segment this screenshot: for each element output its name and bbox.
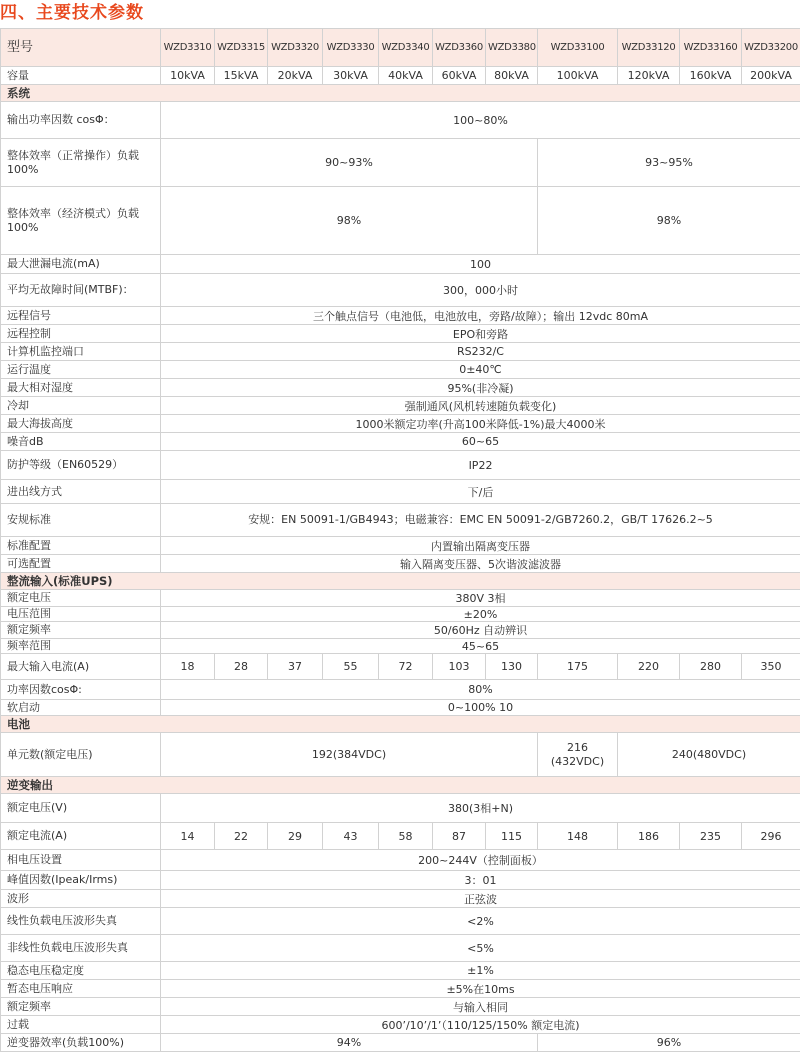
row-value: 0±40℃ bbox=[161, 361, 800, 379]
section-title: 逆变输出 bbox=[1, 777, 800, 794]
row-value: 下/后 bbox=[161, 480, 800, 504]
row-label: 安规标准 bbox=[1, 504, 161, 537]
spec-row bbox=[1, 823, 800, 850]
capacity-row bbox=[1, 67, 800, 85]
row-value: 216 (432VDC) bbox=[538, 733, 618, 777]
current-cell: 14 bbox=[161, 823, 215, 850]
row-label: 进出线方式 bbox=[1, 480, 161, 504]
spec-row bbox=[1, 379, 800, 397]
spec-row bbox=[1, 361, 800, 379]
row-label: 额定频率 bbox=[1, 622, 161, 639]
spec-row bbox=[1, 654, 800, 680]
spec-row bbox=[1, 733, 800, 777]
row-label: 运行温度 bbox=[1, 361, 161, 379]
model-cell: WZD3340 bbox=[379, 29, 433, 67]
section-system bbox=[1, 85, 800, 102]
model-cell: WZD3310 bbox=[161, 29, 215, 67]
row-label: 额定电流(A) bbox=[1, 823, 161, 850]
current-cell: 43 bbox=[323, 823, 379, 850]
row-label: 线性负载电压波形失真 bbox=[1, 908, 161, 935]
current-cell: 148 bbox=[538, 823, 618, 850]
spec-row bbox=[1, 415, 800, 433]
current-cell: 28 bbox=[215, 654, 268, 680]
row-value: 0~100% 10 bbox=[161, 700, 800, 716]
row-label: 波形 bbox=[1, 890, 161, 908]
capacity-cell: 30kVA bbox=[323, 67, 379, 85]
spec-row bbox=[1, 980, 800, 998]
model-cell: WZD3315 bbox=[215, 29, 268, 67]
row-value: 100~80% bbox=[161, 102, 800, 139]
row-value: 200~244V（控制面板） bbox=[161, 850, 800, 871]
row-value: 1000米额定功率(升高100米降低-1%)最大4000米 bbox=[161, 415, 800, 433]
row-label: 电压范围 bbox=[1, 607, 161, 622]
spec-row bbox=[1, 680, 800, 700]
current-cell: 87 bbox=[433, 823, 486, 850]
capacity-cell: 160kVA bbox=[680, 67, 742, 85]
row-label: 稳态电压稳定度 bbox=[1, 962, 161, 980]
current-cell: 220 bbox=[618, 654, 680, 680]
spec-row bbox=[1, 451, 800, 480]
capacity-cell: 10kVA bbox=[161, 67, 215, 85]
row-label: 平均无故障时间(MTBF)： bbox=[1, 274, 161, 307]
model-row bbox=[1, 29, 800, 67]
section-title: 电池 bbox=[1, 716, 800, 733]
spec-table bbox=[0, 28, 800, 1052]
spec-row bbox=[1, 325, 800, 343]
row-value: 与输入相同 bbox=[161, 998, 800, 1016]
row-label: 过载 bbox=[1, 1016, 161, 1034]
row-value: 三个触点信号（电池低，电池放电，旁路/故障）；输出 12vdc 80mA bbox=[161, 307, 800, 325]
row-value: <5% bbox=[161, 935, 800, 962]
model-label: 型号 bbox=[1, 29, 161, 67]
section-title: 整流输入(标准UPS) bbox=[1, 573, 800, 590]
model-cell: WZD33100 bbox=[538, 29, 618, 67]
spec-row bbox=[1, 343, 800, 361]
model-cell: WZD3330 bbox=[323, 29, 379, 67]
model-cell: WZD3380 bbox=[486, 29, 538, 67]
capacity-label: 容量 bbox=[1, 67, 161, 85]
row-value: ±20% bbox=[161, 607, 800, 622]
row-value: 600’/10’/1’（110/125/150% 额定电流) bbox=[161, 1016, 800, 1034]
spec-row bbox=[1, 998, 800, 1016]
spec-row bbox=[1, 433, 800, 451]
spec-row bbox=[1, 935, 800, 962]
row-label: 额定电压 bbox=[1, 590, 161, 607]
current-cell: 58 bbox=[379, 823, 433, 850]
row-value: EPO和旁路 bbox=[161, 325, 800, 343]
row-value: 安规：EN 50091-1/GB4943；电磁兼容：EMC EN 50091-2/GB7260.2，GB/T 17626.2~5 bbox=[161, 504, 800, 537]
spec-row bbox=[1, 890, 800, 908]
current-cell: 72 bbox=[379, 654, 433, 680]
spec-row bbox=[1, 274, 800, 307]
row-value: 98% bbox=[161, 187, 538, 255]
spec-row bbox=[1, 871, 800, 890]
row-label: 峰值因数(Ipeak/Irms) bbox=[1, 871, 161, 890]
spec-row bbox=[1, 307, 800, 325]
row-label: 整体效率（正常操作）负载100% bbox=[1, 139, 161, 187]
row-label: 最大相对湿度 bbox=[1, 379, 161, 397]
row-label: 标准配置 bbox=[1, 537, 161, 555]
current-cell: 37 bbox=[268, 654, 323, 680]
capacity-cell: 100kVA bbox=[538, 67, 618, 85]
row-label: 软启动 bbox=[1, 700, 161, 716]
row-label: 远程信号 bbox=[1, 307, 161, 325]
current-cell: 130 bbox=[486, 654, 538, 680]
spec-row bbox=[1, 622, 800, 639]
row-label: 最大泄漏电流(mA) bbox=[1, 255, 161, 274]
current-cell: 350 bbox=[742, 654, 800, 680]
row-value: <2% bbox=[161, 908, 800, 935]
row-value: 45~65 bbox=[161, 639, 800, 654]
row-label: 可选配置 bbox=[1, 555, 161, 573]
model-cell: WZD33120 bbox=[618, 29, 680, 67]
row-value: 380V 3相 bbox=[161, 590, 800, 607]
current-cell: 103 bbox=[433, 654, 486, 680]
row-value: 60~65 bbox=[161, 433, 800, 451]
row-value: 240(480VDC) bbox=[618, 733, 800, 777]
spec-row bbox=[1, 397, 800, 415]
current-cell: 186 bbox=[618, 823, 680, 850]
row-value: 90~93% bbox=[161, 139, 538, 187]
section-title: 系统 bbox=[1, 85, 800, 102]
model-cell: WZD3360 bbox=[433, 29, 486, 67]
row-label: 冷却 bbox=[1, 397, 161, 415]
section-battery bbox=[1, 716, 800, 733]
current-cell: 55 bbox=[323, 654, 379, 680]
current-cell: 29 bbox=[268, 823, 323, 850]
current-cell: 115 bbox=[486, 823, 538, 850]
row-label: 暂态电压响应 bbox=[1, 980, 161, 998]
row-label: 额定频率 bbox=[1, 998, 161, 1016]
section-rectifier bbox=[1, 573, 800, 590]
row-value: 3：01 bbox=[161, 871, 800, 890]
row-value: 94% bbox=[161, 1034, 538, 1052]
row-label: 非线性负载电压波形失真 bbox=[1, 935, 161, 962]
row-value: RS232/C bbox=[161, 343, 800, 361]
row-value: 正弦波 bbox=[161, 890, 800, 908]
section-inverter bbox=[1, 777, 800, 794]
row-label: 最大输入电流(A) bbox=[1, 654, 161, 680]
row-label: 相电压设置 bbox=[1, 850, 161, 871]
capacity-cell: 120kVA bbox=[618, 67, 680, 85]
row-label: 频率范围 bbox=[1, 639, 161, 654]
spec-row bbox=[1, 1016, 800, 1034]
current-cell: 175 bbox=[538, 654, 618, 680]
row-label: 输出功率因数 cosΦ： bbox=[1, 102, 161, 139]
row-label: 功率因数cosΦ: bbox=[1, 680, 161, 700]
current-cell: 235 bbox=[680, 823, 742, 850]
spec-row bbox=[1, 480, 800, 504]
capacity-cell: 15kVA bbox=[215, 67, 268, 85]
spec-row bbox=[1, 1034, 800, 1052]
row-value: 强制通风(风机转速随负载变化) bbox=[161, 397, 800, 415]
row-label: 防护等级（EN60529） bbox=[1, 451, 161, 480]
row-value: 80% bbox=[161, 680, 800, 700]
spec-row bbox=[1, 139, 800, 187]
model-cell: WZD33200 bbox=[742, 29, 800, 67]
row-label: 整体效率（经济模式）负载100% bbox=[1, 187, 161, 255]
capacity-cell: 40kVA bbox=[379, 67, 433, 85]
page-title: 四、主要技术参数 bbox=[0, 3, 144, 23]
spec-row bbox=[1, 908, 800, 935]
row-value: 380(3相+N) bbox=[161, 794, 800, 823]
row-value: 输入隔离变压器、5次谐波滤波器 bbox=[161, 555, 800, 573]
row-label: 噪音dB bbox=[1, 433, 161, 451]
row-value: 192(384VDC) bbox=[161, 733, 538, 777]
spec-row bbox=[1, 255, 800, 274]
spec-row bbox=[1, 537, 800, 555]
spec-row bbox=[1, 850, 800, 871]
row-label: 计算机监控端口 bbox=[1, 343, 161, 361]
row-label: 额定电压(V) bbox=[1, 794, 161, 823]
spec-row bbox=[1, 607, 800, 622]
row-label: 单元数(额定电压) bbox=[1, 733, 161, 777]
capacity-cell: 60kVA bbox=[433, 67, 486, 85]
capacity-cell: 80kVA bbox=[486, 67, 538, 85]
model-cell: WZD33160 bbox=[680, 29, 742, 67]
row-value: 内置输出隔离变压器 bbox=[161, 537, 800, 555]
spec-row bbox=[1, 504, 800, 537]
model-cell: WZD3320 bbox=[268, 29, 323, 67]
row-label: 最大海拔高度 bbox=[1, 415, 161, 433]
row-value: 96% bbox=[538, 1034, 800, 1052]
spec-row bbox=[1, 639, 800, 654]
row-value: 98% bbox=[538, 187, 800, 255]
row-value: ±5%在10ms bbox=[161, 980, 800, 998]
row-value: 95%(非冷凝) bbox=[161, 379, 800, 397]
row-label: 逆变器效率(负载100%) bbox=[1, 1034, 161, 1052]
capacity-cell: 20kVA bbox=[268, 67, 323, 85]
row-value: 50/60Hz 自动辨识 bbox=[161, 622, 800, 639]
row-value: ±1% bbox=[161, 962, 800, 980]
current-cell: 280 bbox=[680, 654, 742, 680]
spec-row bbox=[1, 700, 800, 716]
row-value: IP22 bbox=[161, 451, 800, 480]
spec-row bbox=[1, 962, 800, 980]
row-value: 100 bbox=[161, 255, 800, 274]
row-label: 远程控制 bbox=[1, 325, 161, 343]
row-value: 300，000小时 bbox=[161, 274, 800, 307]
current-cell: 18 bbox=[161, 654, 215, 680]
current-cell: 296 bbox=[742, 823, 800, 850]
spec-row bbox=[1, 187, 800, 255]
spec-row bbox=[1, 102, 800, 139]
spec-row bbox=[1, 555, 800, 573]
spec-row bbox=[1, 590, 800, 607]
spec-row bbox=[1, 794, 800, 823]
current-cell: 22 bbox=[215, 823, 268, 850]
row-value: 93~95% bbox=[538, 139, 800, 187]
capacity-cell: 200kVA bbox=[742, 67, 800, 85]
